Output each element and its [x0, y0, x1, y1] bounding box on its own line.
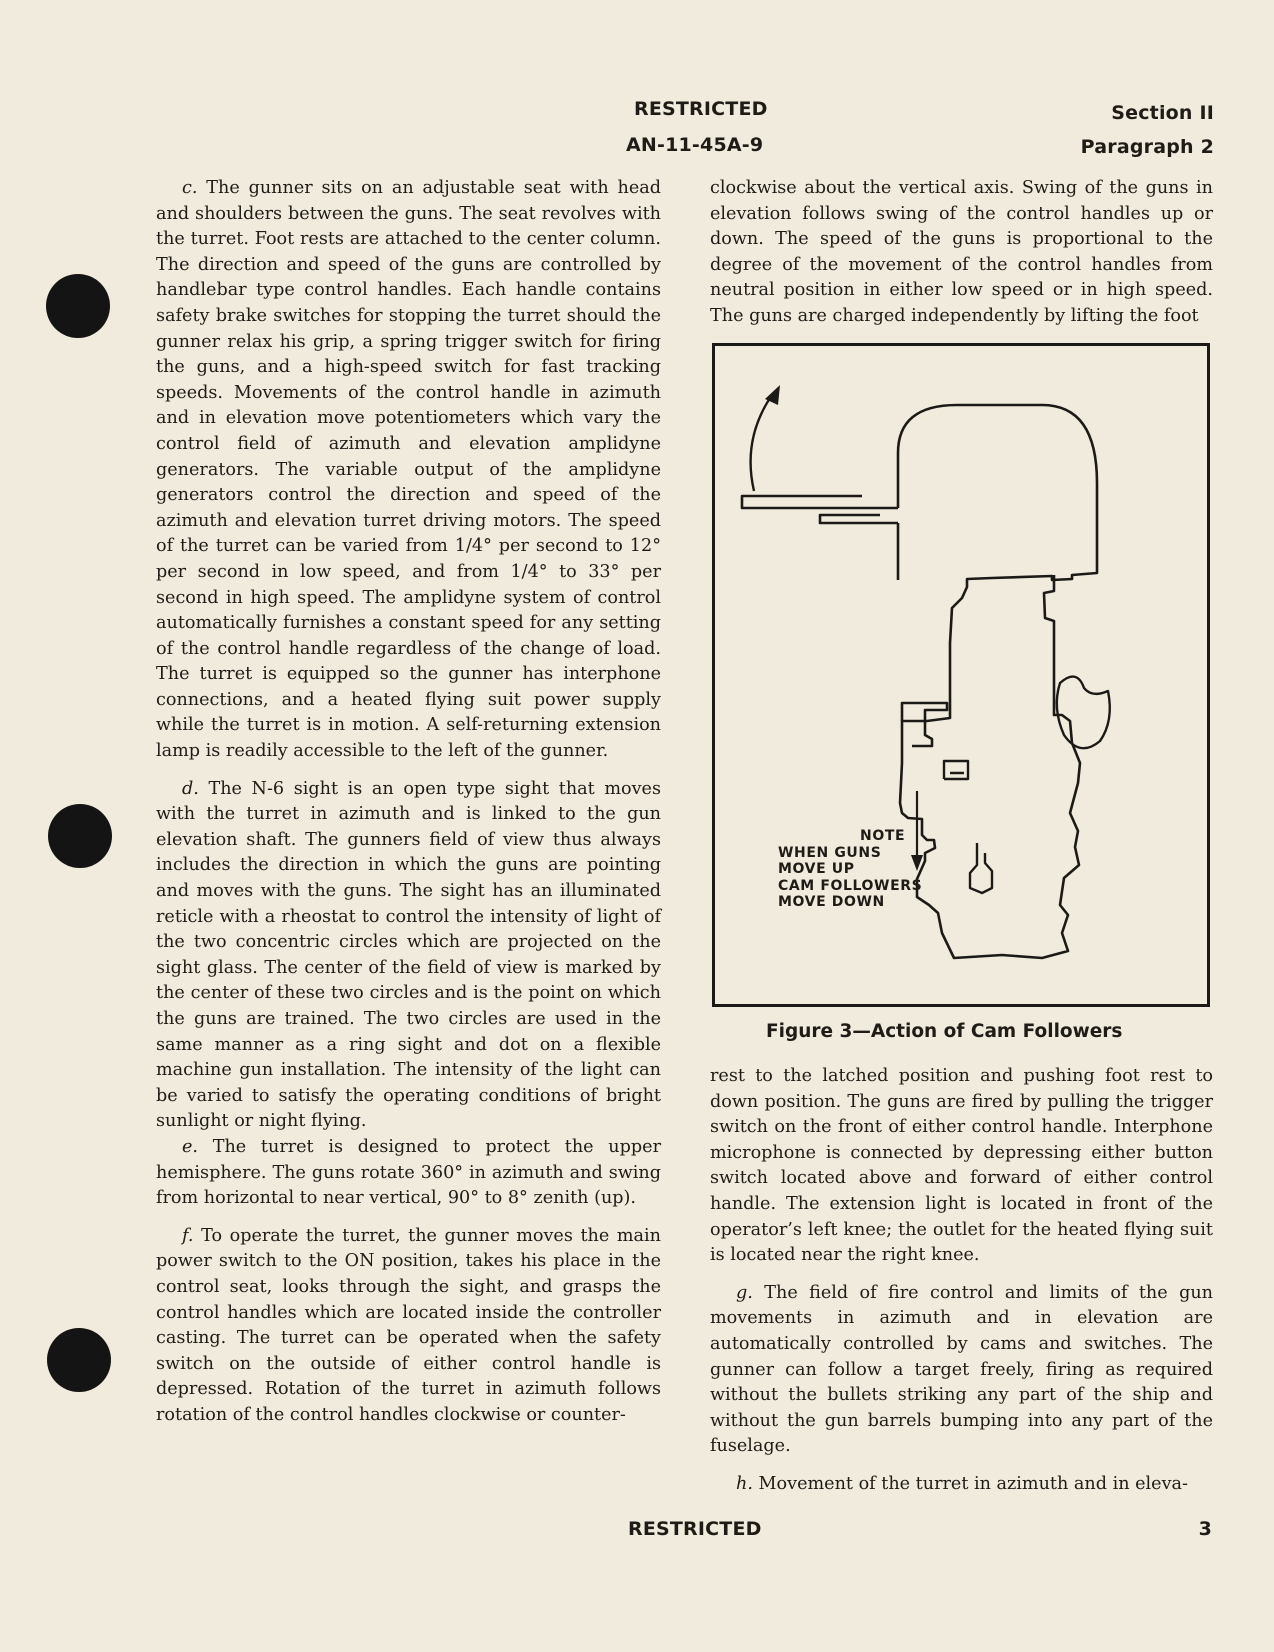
para-c-letter: c.	[182, 178, 198, 198]
para-d-text: The N-6 sight is an open type sight that moves with the turret in azimuth and is linked to the gun elevation shaft. The gunners field of view thus always includes the direction in which the guns are pointing and moves with the guns. The sight has an illuminated reticle with a rheostat to control the intensity of light of the two concentric circles which are projected on the sight glass. The center of the field of view is marked by the center of these two circles and is the point on which the guns are trained. The two circles are used in the same manner as a ring sight and dot on a flexible machine gun installation. The intensity of the light can be varied to satisfy the operating conditions of bright sunlight or night flying.	[156, 778, 661, 1132]
paragraph-c	[156, 176, 661, 765]
note-line-2: WHEN GUNS	[778, 844, 882, 861]
header-section: Section II	[1111, 102, 1214, 124]
paragraph-g	[710, 1281, 1213, 1460]
para-e-text: The turret is designed to protect the upper hemisphere. The guns rotate 360° in azimuth and swing from horizontal to near vertical, 90° to 8° zenith (up).	[156, 1136, 661, 1209]
para-g-text: The field of fire control and limits of the gun movements in azimuth and in elevation are automatically controlled by cams and switches. The gunner can follow a target freely, firing as required without the bullets striking any part of the ship and without the gun barrels bumping into any part of the fuselage.	[710, 1282, 1213, 1457]
gun-barrel-upper	[742, 496, 898, 508]
header-classification: RESTRICTED	[634, 98, 768, 120]
para-e-letter: e.	[182, 1136, 199, 1157]
cam-housing	[1057, 677, 1110, 749]
figure-3	[712, 343, 1210, 1007]
note-line-5: MOVE DOWN	[778, 894, 885, 910]
binder-hole-bottom	[47, 1328, 111, 1392]
paragraph-e	[156, 1135, 661, 1212]
para-f-letter: f.	[182, 1225, 194, 1246]
para-h-text: Movement of the turret in azimuth and in eleva-	[752, 1473, 1188, 1494]
para-h-letter: h.	[736, 1473, 753, 1494]
para-f-text: To operate the turret, the gunner moves the main power switch to the ON position, takes his place in the control seat, looks through the sight, and grasps the control handles which are located inside the controller casting. The turret can be operated when the safety switch on the outside of either control handle is depressed. Rotation of the turret in azimuth follows rotation of the control handles clockwise or counter-	[156, 1225, 661, 1425]
note-line-1: NOTE	[860, 828, 906, 844]
figure-note	[778, 828, 922, 911]
paragraph-d	[156, 777, 661, 1135]
binder-hole-top	[46, 274, 110, 338]
footer-classification: RESTRICTED	[628, 1518, 762, 1540]
para-g-letter: g.	[736, 1282, 753, 1303]
paragraph-f-continued: clockwise about the vertical axis. Swing of the guns in elevation follows swing of the control handles up or down. The speed of the guns is proportional to the degree of the movement of the control handles from neutral position in either low speed or in high speed. The guns are charged independently by lifting the foot	[710, 178, 1213, 326]
right-column-top	[710, 176, 1213, 330]
left-column	[156, 176, 661, 1429]
cam-follower-bracket	[902, 703, 947, 746]
note-line-3: MOVE UP	[778, 861, 855, 877]
elevation-arrow-icon	[751, 395, 772, 491]
right-column-bottom	[710, 1064, 1213, 1498]
note-line-4: CAM FOLLOWERS	[778, 877, 923, 894]
cam-follower-link	[944, 761, 968, 779]
paragraph-f-continued-2: rest to the latched position and pushing foot rest to down position. The guns are fired by pulling the trigger switch on the front of either control handle. Interphone microphone is connected by depressing either button switch located above and forward of either control handle. The extension light is located in front of the operator’s left knee; the outlet for the heated flying suit is located near the right knee.	[710, 1066, 1213, 1266]
para-d-letter: d.	[182, 778, 199, 799]
header-paragraph: Paragraph 2	[1080, 136, 1214, 158]
figure-caption: Figure 3—Action of Cam Followers	[766, 1021, 1123, 1042]
paragraph-h	[710, 1472, 1213, 1498]
para-c-text: The gunner sits on an adjustable seat with head and shoulders between the guns. The seat revolves with the turret. Foot rests are attached to the center column. The direction and speed of the guns are controlled by handlebar type control handles. Each handle contains safety brake switches for stopping the turret should the gunner relax his grip, a spring trigger switch for firing the guns, and a high-speed switch for fast tracking speeds. Movements of the control handle in azimuth and in elevation move potentiometers which vary the control field of azimuth and elevation amplidyne generators. The variable output of the amplidyne generators control the direction and speed of the azimuth and elevation turret driving motors. The speed of the turret can be varied from 1/4° per second to 12° per second in low speed, and from 1/4° to 33° per second in high speed. The amplidyne system of control automatically furnishes a constant speed for any setting of the control handle regardless of the change of load. The turret is equipped so the gunner has interphone connections, and a heated flying suit power supply while the turret is in motion. A self-returning extension lamp is readily accessible to the left of the gunner.	[156, 178, 661, 762]
header-doc-number: AN-11-45A-9	[626, 134, 764, 156]
gun-barrel-lower	[820, 515, 898, 523]
turret-outline	[898, 405, 1097, 958]
binder-hole-middle	[48, 804, 112, 868]
page-number: 3	[1198, 1518, 1212, 1540]
lower-mechanism	[970, 843, 992, 893]
paragraph-f	[156, 1224, 661, 1429]
